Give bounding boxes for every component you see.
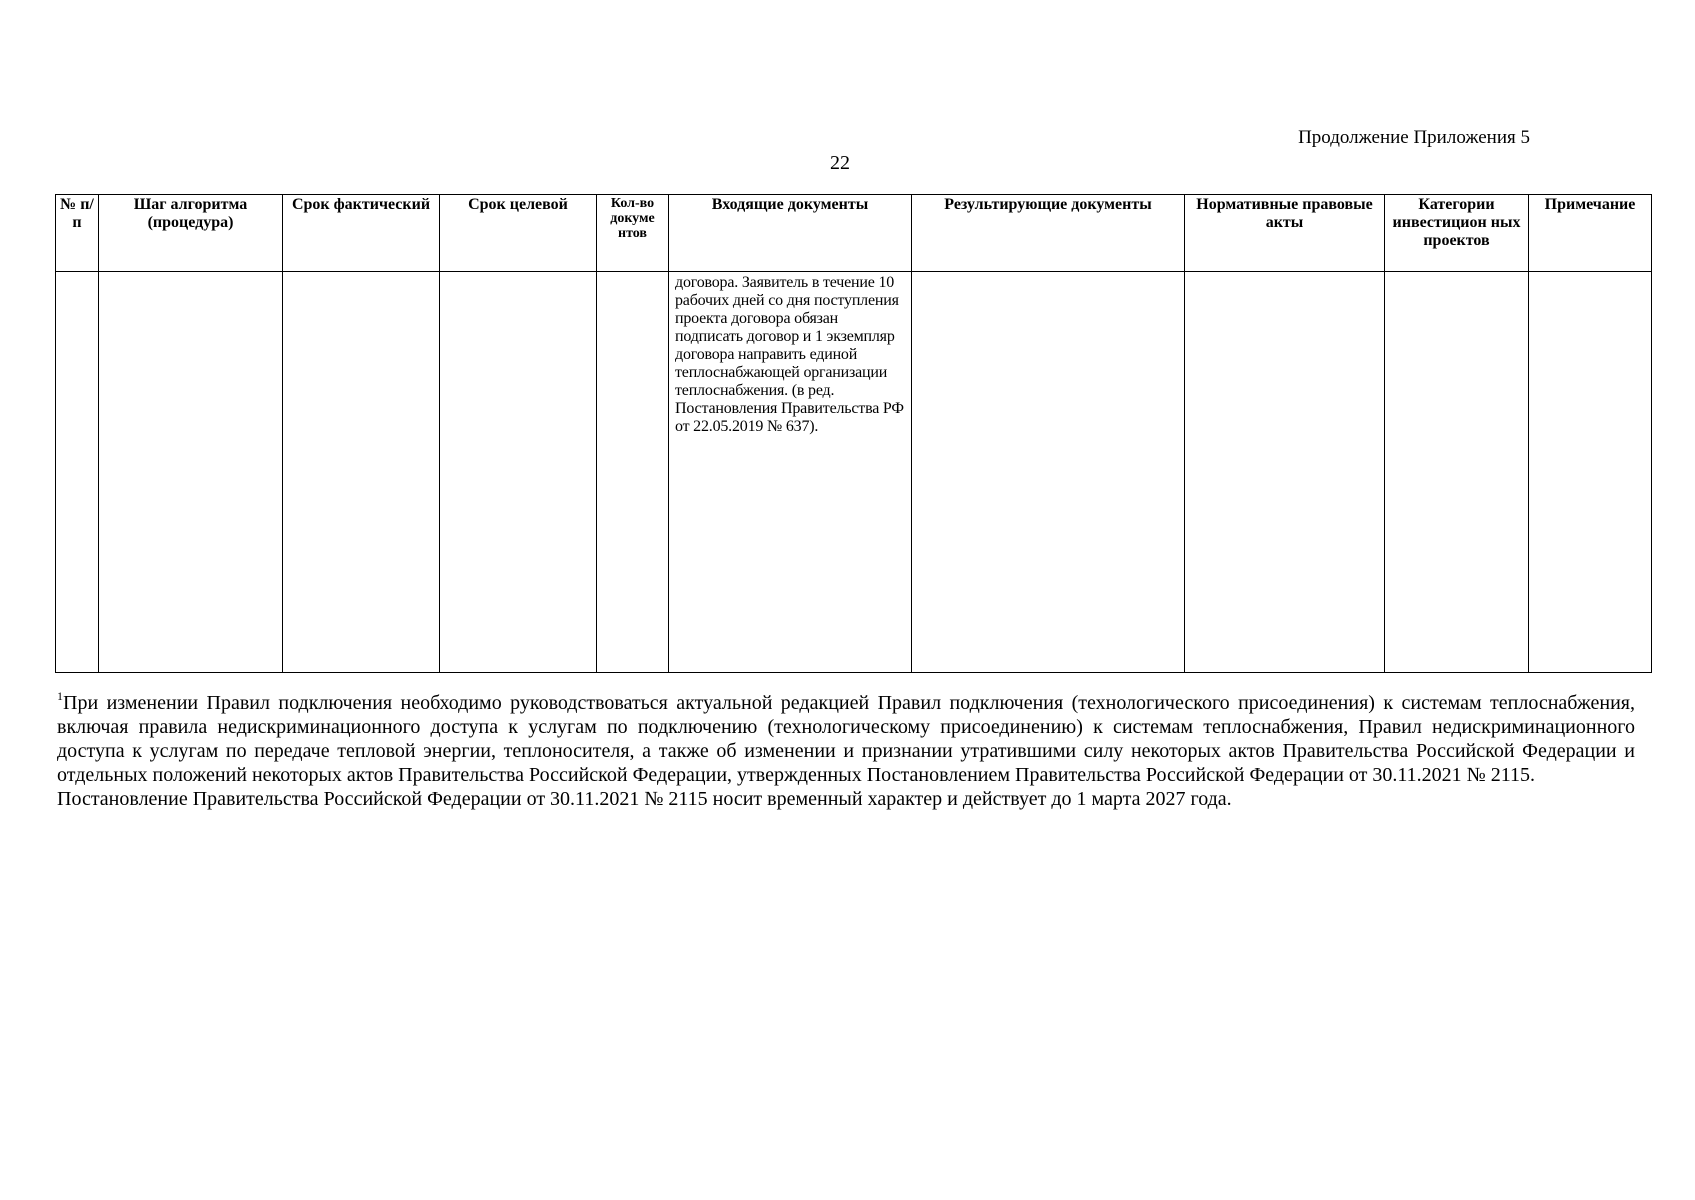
footnote [57, 691, 1635, 811]
cell-algorithm-step [99, 272, 283, 673]
footnote-paragraph-2: Постановление Правительства Российской Федерации от 30.11.2021 № 2115 носит временный характер и действует до 1 марта 2027 года. [57, 788, 1232, 810]
footnote-paragraph-1 [57, 691, 1635, 787]
footnote-text-1: При изменении Правил подключения необходимо руководствоваться актуальной редакцией Правил подключения (технологического присоединения) к системам теплоснабжения, включая правила недискриминационного доступа к услугам по подключению (технологическому присоединению) к системам теплоснабжения, Правил недискриминационного доступа к услугам по передаче тепловой энергии, теплоносителя, а также об изменении и признании утратившими силу некоторых актов Правительства Российской Федерации и отдельных положений некоторых актов Правительства Российской Федерации, утвержденных Постановлением Правительства Российской Федерации от 30.11.2021 № 2115. [57, 692, 1635, 786]
col-header-algorithm-step: Шаг алгоритма (процедура) [99, 195, 283, 272]
cell-incoming-documents [669, 272, 912, 673]
col-header-document-count: Кол-во докуме нтов [597, 195, 669, 272]
page-number: 22 [830, 152, 850, 174]
col-header-project-categories: Категории инвестицион ных проектов [1385, 195, 1529, 272]
cell-legal-acts [1185, 272, 1385, 673]
cell-number [56, 272, 99, 673]
col-header-actual-term: Срок фактический [283, 195, 440, 272]
col-header-target-term: Срок целевой [440, 195, 597, 272]
footnote-marker: 1 [57, 689, 63, 703]
col-header-number: № п/п [56, 195, 99, 272]
table-header-row [56, 195, 1652, 272]
cell-project-categories [1385, 272, 1529, 673]
procedure-table [55, 194, 1652, 673]
table-row [56, 272, 1652, 673]
cell-note [1529, 272, 1652, 673]
col-header-resulting-documents: Результирующие документы [912, 195, 1185, 272]
incoming-documents-text: договора. Заявитель в течение 10 рабочих дней со дня поступления проекта договора обязан подписать договор и 1 экземпляр договора направить единой теплоснабжающей организации теплоснабжения. (в ред. Постановления Правительства РФ от 22.05.2019 № 637). [675, 274, 904, 435]
col-header-note: Примечание [1529, 195, 1652, 272]
cell-document-count [597, 272, 669, 673]
cell-actual-term [283, 272, 440, 673]
col-header-incoming-documents: Входящие документы [669, 195, 912, 272]
appendix-continuation-label: Продолжение Приложения 5 [1298, 127, 1530, 148]
cell-resulting-documents [912, 272, 1185, 673]
cell-target-term [440, 272, 597, 673]
col-header-legal-acts: Нормативные правовые акты [1185, 195, 1385, 272]
